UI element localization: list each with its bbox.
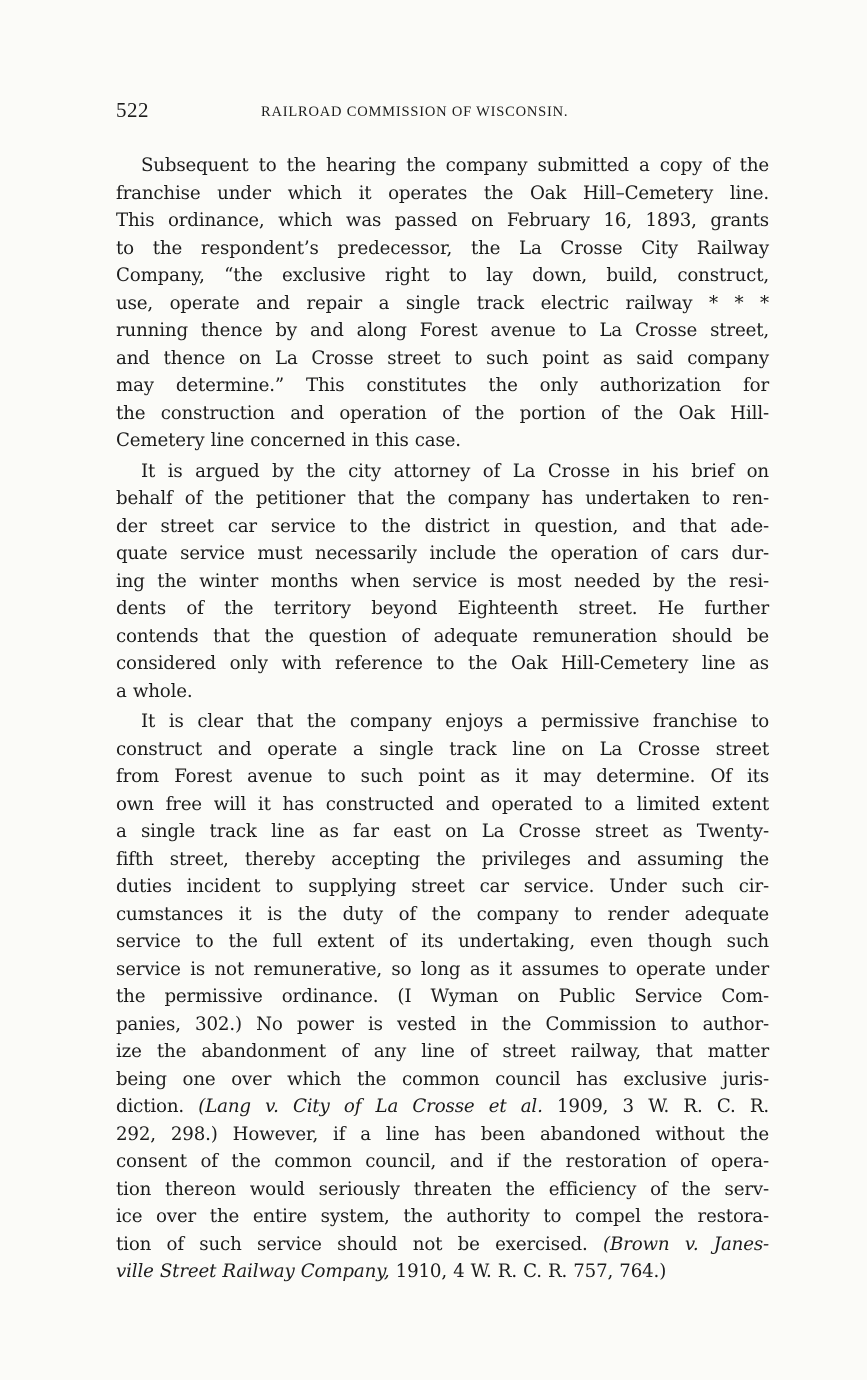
paragraph-1 (116, 152, 769, 455)
text-line: the construction and operation of the portion of the Oak Hill- (116, 402, 769, 424)
text-line: Company, “the exclusive right to lay down, build, construct, (116, 265, 769, 286)
text-line: use, operate and repair a single track electric railway * * * (116, 292, 769, 314)
text-line: may determine.” This constitutes the only authorization for (116, 375, 769, 396)
text-line-citation (116, 1258, 769, 1286)
text-line: a whole. (116, 680, 193, 702)
text-line: the permissive ordinance. (I Wyman on Public Service Com- (116, 986, 769, 1007)
text-line: It is argued by the city attorney of La Crosse in his brief on (141, 460, 769, 482)
text-line: quate service must necessarily include the operation of cars dur- (116, 543, 769, 564)
text-line: This ordinance, which was passed on February 16, 1893, grants (116, 210, 769, 231)
text-line: Cemetery line concerned in this case. (116, 430, 461, 451)
text-line: ice over the entire system, the authority to compel the restora- (116, 1206, 769, 1227)
text-line: consent of the common council, and if the restoration of opera- (116, 1151, 769, 1172)
text-line: being one over which the common council has exclusive juris- (116, 1068, 769, 1090)
text-line: construct and operate a single track line on La Crosse street (116, 738, 769, 760)
text-line: dents of the territory beyond Eighteenth street. He further (116, 598, 769, 619)
case-citation: ville Street Railway Company, (116, 1261, 390, 1282)
text-line: It is clear that the company enjoys a permissive franchise to (141, 711, 769, 732)
text-line: running thence by and along Forest avenue to La Crosse street, (116, 320, 769, 341)
text-line: panies, 302.) No power is vested in the Commission to author- (116, 1013, 769, 1035)
text-line: ize the abandonment of any line of street railway, that matter (116, 1041, 769, 1062)
text-line: cumstances it is the duty of the company to render adequate (116, 903, 769, 925)
text-line: ing the winter months when service is most needed by the resi- (116, 570, 769, 592)
text-line: to the respondent’s predecessor, the La Crosse City Railway (116, 237, 769, 259)
case-citation: (Lang v. City of La Crosse et al. (198, 1096, 543, 1117)
line-text: 1910, 4 W. R. C. R. 757, 764.) (389, 1261, 667, 1282)
paragraph-2 (116, 458, 769, 706)
page-header (116, 98, 768, 128)
text-line: own free will it has constructed and operated to a limited extent (116, 793, 769, 815)
text-line: 292, 298.) However, if a line has been abandoned without the (116, 1123, 769, 1145)
text-line: service to the full extent of its undertaking, even though such (116, 931, 769, 952)
body-text (116, 152, 769, 1289)
text-line: tion thereon would seriously threaten the efficiency of the serv- (116, 1178, 769, 1200)
text-line: service is not remunerative, so long as it assumes to operate under (116, 958, 769, 980)
text-line: Subsequent to the hearing the company submitted a copy of the (141, 155, 769, 176)
text-line: der street car service to the district in question, and that ade- (116, 515, 769, 537)
text-line: behalf of the petitioner that the company has undertaken to ren- (116, 488, 769, 509)
text-line: duties incident to supplying street car service. Under such cir- (116, 876, 769, 897)
text-line-citation (116, 1231, 769, 1259)
text-line-citation (116, 1093, 769, 1121)
line-text: 1909, 3 W. R. C. R. (542, 1096, 769, 1117)
page-number: 522 (116, 98, 149, 122)
running-head: RAILROAD COMMISSION OF WISCONSIN. (261, 104, 569, 120)
text-line: and thence on La Crosse street to such point as said company (116, 347, 769, 369)
case-citation: (Brown v. Janes- (603, 1233, 769, 1255)
text-line: considered only with reference to the Oak Hill-Cemetery line as (116, 653, 769, 674)
line-text: diction. (116, 1096, 199, 1117)
text-line: a single track line as far east on La Crosse street as Twenty- (116, 821, 769, 842)
text-line: from Forest avenue to such point as it may determine. Of its (116, 766, 769, 787)
text-line: contends that the question of adequate remuneration should be (116, 625, 769, 647)
line-text: tion of such service should not be exercised. (116, 1233, 603, 1255)
paragraph-3 (116, 708, 769, 1286)
text-line: franchise under which it operates the Oak Hill–Cemetery line. (116, 182, 769, 204)
text-line: fifth street, thereby accepting the privileges and assuming the (116, 848, 769, 870)
